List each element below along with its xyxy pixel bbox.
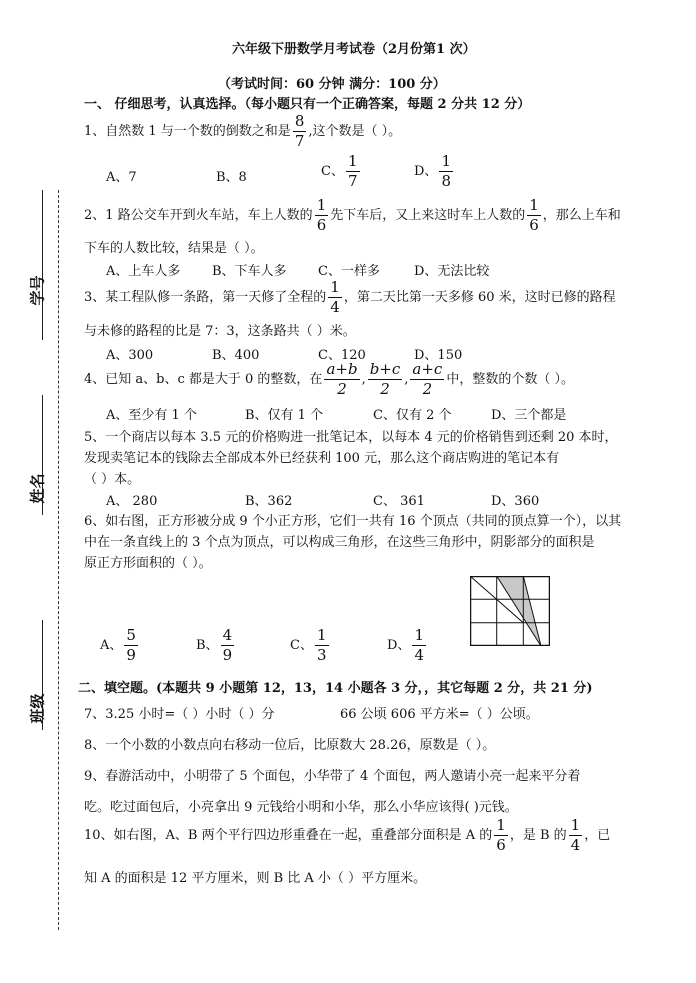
q2-fraction-2: $\frac{1}{6}$: [529, 196, 539, 234]
section2-heading: 二、填空题。(本题共 9 小题第 12，13，14 小题各 3 分，，其它每题 2 分，共 21 分): [78, 681, 593, 696]
q6-square-grid-figure: [470, 576, 550, 646]
q4-option-a: A、至少有 1 个: [106, 408, 197, 423]
q10-line2: 知 A 的面积是 12 平方厘米，则 B 比 A 小（ ）平方厘米。: [84, 871, 427, 886]
q1-option-a: A、7: [106, 170, 137, 185]
q6-line1: 6、如右图，正方形被分成 9 个小正方形，它们一共有 16 个顶点（共同的顶点算一个），以其: [84, 514, 622, 529]
q2-option-b: B、下车人多: [212, 264, 287, 279]
q3-option-b: B、400: [212, 348, 260, 363]
q3-fraction: $\frac{1}{4}$: [330, 278, 340, 316]
q4-fraction-3: $\frac{a+c}{2}$: [412, 360, 443, 398]
name-label: 姓名: [28, 473, 47, 504]
q1-option-c: C、 $\frac{1}{7}$: [321, 152, 358, 190]
q6-option-c: C、 $\frac{1}{3}$: [290, 626, 327, 664]
q2-option-a: A、上车人多: [106, 264, 181, 279]
student-id-field-line: [42, 190, 43, 340]
q5-option-d: D、360: [491, 494, 540, 509]
q3-option-a: A、300: [106, 348, 154, 363]
q3-line2: 与未修的路程的比是 7：3，这条路共（ ）米。: [84, 324, 356, 339]
q10-fraction-2: $\frac{1}{4}$: [570, 816, 581, 854]
q7-part-a: 7、3.25 小时=（ ）小时（ ）分: [84, 707, 275, 722]
q4-stem: 4、已知 a、b、c 都是大于 0 的整数，在 $\frac{a+b}{2}$ , $\frac{b+c}{2}$ , $\frac{a+c}{2}$ 中，整数的个数（ ）。: [84, 360, 574, 398]
q2-stem: 2、1 路公交车开到火车站，车上人数的 $\frac{1}{6}$ 先下车后，又上来这时车上人数的 $\frac{1}{6}$ ，那么上车和: [84, 196, 621, 234]
q8-text: 8、一个小数的小数点向右移动一位后，比原数大 28.26，原数是（ ）。: [84, 738, 496, 753]
section1-heading: 一、 仔细思考，认真选择。（每小题只有一个正确答案，每题 2 分共 12 分）: [84, 97, 531, 112]
q6-line2: 中在一条直线上的 3 个点为顶点，可以构成三角形，在这些三角形中，阴影部分的面积是: [84, 535, 595, 550]
q2-line2: 下车的人数比较，结果是（ ）。: [84, 241, 264, 256]
q4-option-d: D、三个都是: [491, 408, 567, 423]
q1-text-a: 1、自然数 1 与一个数的倒数之和是: [84, 124, 291, 139]
binding-dashed-line: [58, 190, 59, 930]
q10-stem: 10、如右图，A、B 两个平行四边形重叠在一起，重叠部分面积是 A 的 $\frac{1}{6}$ ，是 B 的 $\frac{1}{4}$ ，已: [84, 816, 611, 854]
q5-line3: （ ）本。: [84, 472, 141, 487]
q4-option-c: C、仅有 2 个: [373, 408, 452, 423]
q5-line2: 发现卖笔记本的钱除去全部成本外已经获利 100 元，那么这个商店购进的笔记本有: [84, 451, 560, 466]
q5-option-c: C、 361: [373, 494, 425, 509]
class-label: 班级: [28, 693, 47, 724]
q4-fraction-1: $\frac{a+b}{2}$: [326, 360, 358, 398]
q6-line3: 原正方形面积的（ ）。: [84, 556, 212, 571]
q5-option-a: A、 280: [106, 494, 158, 509]
q6-shaded-triangle: [497, 576, 541, 646]
q2-option-d: D、无法比较: [414, 264, 490, 279]
q1-fraction: $\frac{8}{7}$: [294, 112, 305, 150]
q5-line1: 5、一个商店以每本 3.5 元的价格购进一批笔记本，以每本 4 元的价格销售到还剩 20 本时，: [84, 430, 618, 445]
q9-line2: 吃。吃过面包后，小亮拿出 9 元钱给小明和小华，那么小华应该得( )元钱。: [84, 800, 518, 815]
q10-fraction-1: $\frac{1}{6}$: [496, 816, 506, 854]
q7-part-b: 66 公顷 606 平方米=（ ）公顷。: [340, 707, 539, 722]
q1-stem: [84, 114, 401, 149]
student-id-label: 学号: [28, 275, 47, 306]
q6-option-a: A、 $\frac{5}{9}$: [100, 626, 136, 664]
q1-option-b: B、8: [216, 170, 247, 185]
q4-fraction-2: $\frac{b+c}{2}$: [369, 360, 401, 398]
q6-option-d: D、 $\frac{1}{4}$: [387, 626, 424, 664]
q3-stem: 3、某工程队修一条路，第一天修了全程的 $\frac{1}{4}$ ，第二天比第一天多修 60 米，这时已修的路程: [84, 278, 616, 316]
q6-option-b: B、 $\frac{4}{9}$: [196, 626, 233, 664]
exam-subtitle: （考试时间：60 分钟 满分：100 分）: [218, 77, 446, 92]
q3-option-c: C、120: [318, 348, 366, 363]
q4-option-b: B、仅有 1 个: [245, 408, 324, 423]
q1-option-d: D、 $\frac{1}{8}$: [414, 152, 451, 190]
q3-option-d: D、150: [414, 348, 463, 363]
q1-text-b: ,这个数是（ ）。: [308, 124, 402, 139]
q2-fraction-1: $\frac{1}{6}$: [316, 196, 327, 234]
exam-title: 六年级下册数学月考试卷（2月份第1 次）: [232, 42, 476, 57]
q2-option-c: C、一样多: [318, 264, 380, 279]
q5-option-b: B、362: [245, 494, 293, 509]
q9-line1: 9、春游活动中，小明带了 5 个面包，小华带了 4 个面包，两人邀请小亮一起来平分着: [84, 769, 581, 784]
